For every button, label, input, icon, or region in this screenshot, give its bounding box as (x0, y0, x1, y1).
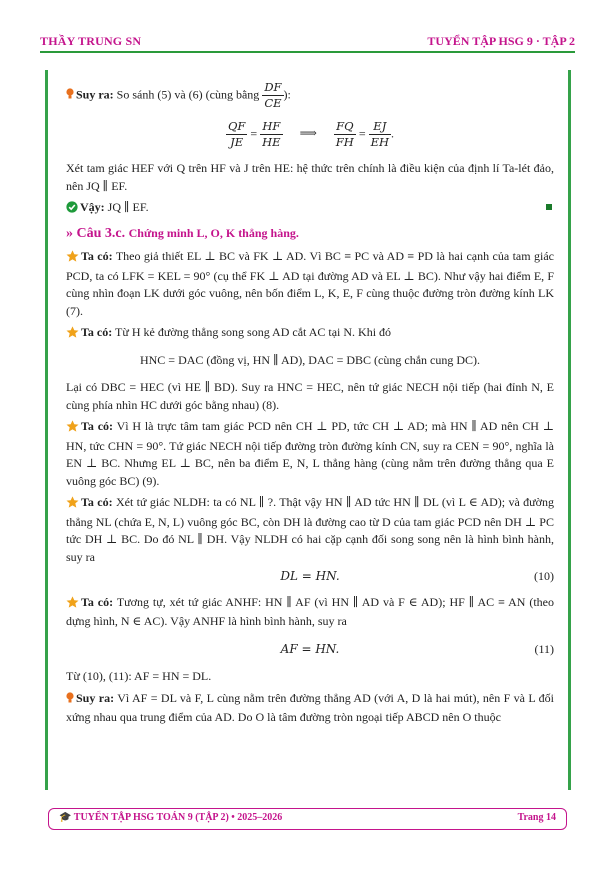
text: JQ ∥ EF. (107, 200, 149, 214)
para-suy-ra-2 (66, 690, 554, 727)
header-rule (40, 51, 575, 53)
equation-text: AF = HN. (280, 641, 340, 656)
text: ): (283, 87, 291, 102)
page-number: Trang 14 (517, 812, 556, 823)
double-chevron-icon: » (66, 225, 73, 241)
frac-num: DF (264, 80, 282, 94)
text: Xét tứ giác NLDH: ta có NL ∥ ?. Thật vậy HN ∥ AD tức HN ∥ DL (vì L ∈ AD); và đường thẳng NL (chứa E, N, L) vuông góc BC, còn DH là đường cao từ D của tam giác PCD nên DH ⊥ PC tức DH ⊥ BC. Do đó NL ∥ DH. Vậy NLDH có hai cặp cạnh đối song song nên là hình bình hành, suy ra (66, 495, 555, 564)
header-author: THẦY TRUNG SN (40, 34, 142, 48)
fraction (334, 119, 356, 150)
para-ta-co-2 (66, 324, 554, 344)
implies-arrow: ⟹ (299, 126, 317, 141)
frac-num: EJ (369, 119, 391, 135)
check-circle-icon (66, 201, 78, 219)
section-title: Câu 3.c. (76, 225, 126, 241)
star-icon (66, 496, 79, 514)
para-vay (66, 199, 554, 219)
label-ta-co: Ta có: (81, 495, 113, 509)
frac-den: JE (230, 135, 244, 149)
section-heading (66, 225, 554, 243)
star-icon (66, 326, 79, 344)
para-ta-co-3 (66, 418, 554, 490)
label-ta-co: Ta có: (81, 594, 114, 609)
footer-text: TUYỂN TẬP HSG TOÁN 9 (TẬP 2) • 2025–2026 (73, 812, 283, 823)
bulb-icon (66, 692, 74, 710)
text: Theo giả thiết EL ⊥ BC và FK ⊥ AD. Vì BC ≡ PC và AD ≡ PD là hai cạnh của tam giác PCD, ta có LFK = KEL = 90° (cụ thể FK ⊥ AD tại đường AD và EL ⊥ BC). Như vậy hai điểm E, F cùng nhìn đoạn LK dưới góc vuông, nên bốn điểm L, K, E, F cùng thuộc đường tròn đường kính LK (7). (66, 249, 554, 318)
equation-11 (66, 641, 554, 659)
equation-10 (66, 568, 554, 586)
text: Vì AF = DL và F, L cùng nằm trên đường thẳng AD (với A, D là hai mút), nên F và L đối xứng nhau qua trung điểm của AD. Do O là tâm đường tròn ngoại tiếp ABCD nên O thuộc (66, 690, 554, 724)
label-suy-ra: Suy ra: (76, 87, 114, 102)
label-ta-co: Ta có: (81, 325, 113, 339)
equation-angles: HNC = DAC (đồng vị, HN ∥ AD), DAC = DBC (cùng chắn cung DC). (139, 352, 481, 367)
para-tu-10-11: Từ (10), (11): AF = HN = DL. (66, 669, 212, 683)
section-subtitle: Chứng minh L, O, K thẳng hàng. (128, 225, 299, 240)
fraction (260, 119, 282, 150)
frac-num: FQ (334, 119, 356, 135)
frac-den: HE (262, 135, 281, 149)
content-box (45, 70, 571, 790)
equation-text: DL = HN. (280, 569, 340, 583)
frac-num: HF (260, 119, 282, 135)
para-ta-co-4 (66, 494, 554, 566)
fraction (226, 119, 247, 150)
para-lai-co: Lại có DBC = HEC (vì HE ∥ BD). Suy ra HNC = HEC, nên tứ giác NECH nội tiếp (hai đỉnh N, E cùng phía nhìn HC dưới góc bằng nhau) (8). (66, 380, 554, 412)
text: So sánh (5) và (6) (cùng bằng (116, 87, 260, 102)
star-icon (66, 420, 79, 438)
para-talet: Xét tam giác HEF với Q trên HF và J trên HE: hệ thức trên chính là điều kiện của định lí Ta-lét đảo, nên JQ ∥ EF. (66, 161, 554, 193)
qed-square (546, 204, 552, 210)
footer-title (59, 812, 282, 823)
page-footer (48, 808, 567, 830)
equation-number: (11) (534, 641, 554, 656)
label-ta-co: Ta có: (81, 249, 113, 263)
star-icon (66, 596, 79, 614)
page-header (40, 30, 575, 50)
text: Vì H là trực tâm tam giác PCD nên CH ⊥ PD, tức CH ⊥ AD; mà HN ∥ AD nên CH ⊥ HN, tức CHN = 90°. Tứ giác NECH nội tiếp đường tròn đường kính CN, suy ra CEN = 90°, nghĩa là EN ⊥ BC. Nhưng EL ⊥ BC, nên ba điểm E, N, L thẳng hàng (cùng nằm trên đường thẳng qua E vuông góc BC) (9). (66, 419, 554, 488)
para-ta-co-5 (66, 594, 554, 631)
frac-den: EH (370, 135, 390, 149)
frac-den: CE (264, 96, 282, 110)
label-ta-co: Ta có: (81, 419, 114, 433)
para-suy-ra-1 (66, 80, 554, 111)
equation-1: $\frac{QF}{JE}$ = $\frac{HF}{HE}$ ⟹ $\frac{FQ}{FH}$ = $\frac{EJ}{EH}$ . (227, 119, 395, 149)
frac-num: QF (227, 119, 246, 133)
equation-number: (10) (534, 569, 554, 583)
para-ta-co-1 (66, 248, 554, 320)
graduation-cap-icon: 🎓 (59, 812, 72, 823)
frac-den: FH (335, 135, 354, 149)
fraction (262, 80, 283, 111)
fraction (369, 119, 391, 150)
text: Từ H kẻ đường thẳng song song AD cắt AC tại N. Khi đó (115, 325, 392, 339)
bulb-icon (66, 88, 74, 106)
label-vay: Vậy: (80, 200, 105, 214)
header-series: TUYỂN TẬP HSG 9 · TẬP 2 (427, 34, 575, 48)
star-icon (66, 250, 79, 268)
text: Tương tự, xét tứ giác ANHF: HN ∥ AF (vì HN ∥ AD và F ∈ AD); HF ∥ AC ≡ AN (theo dựng hình, N ∈ AC). Vậy ANHF là hình bình hành, suy ra (66, 594, 554, 628)
label-suy-ra: Suy ra: (76, 690, 115, 705)
